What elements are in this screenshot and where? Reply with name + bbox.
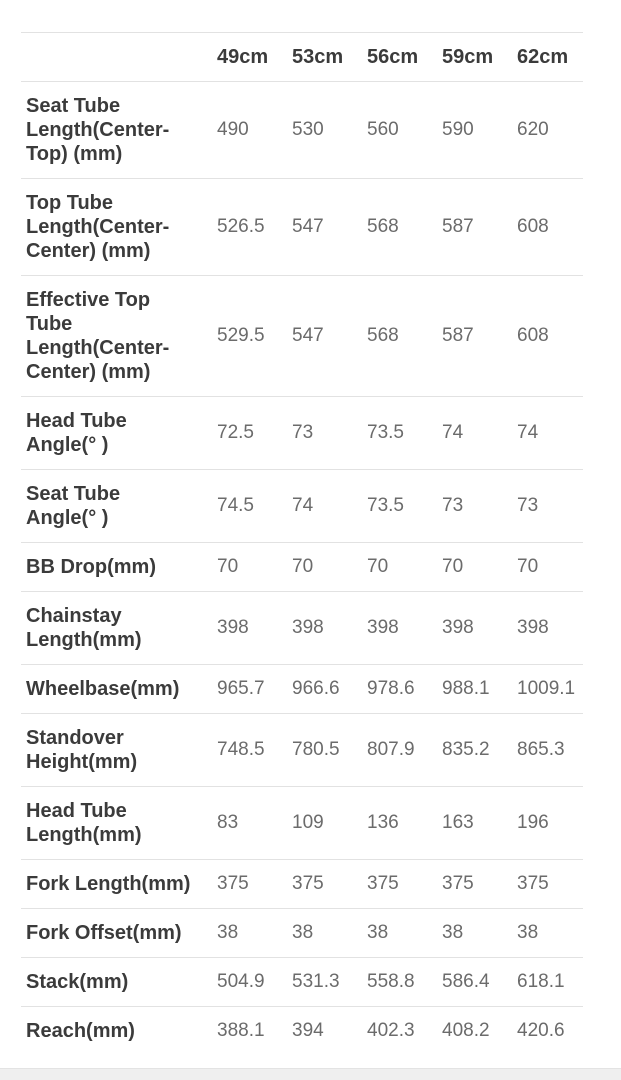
spec-row-label: Seat Tube Angle(° ) [26,483,121,529]
spec-row-label: Head Tube Length(mm) [26,800,142,846]
spec-value-cell: 608 [517,216,549,237]
table-row [21,958,583,1007]
table-row [21,470,583,543]
spec-value-cell: 620 [517,119,549,140]
spec-value-cell: 70 [442,556,464,577]
header-corner-cell [21,33,217,82]
spec-row-label: Head Tube Angle(° ) [26,410,127,456]
spec-value-cell: 398 [367,617,399,638]
spec-value-cell: 504.9 [217,971,265,992]
size-column-header: 49cm [217,46,269,68]
bottom-bar [0,1068,621,1080]
spec-value-cell: 136 [367,812,399,833]
spec-value-cell: 38 [292,922,314,943]
spec-value-cell: 73 [292,422,314,443]
spec-value-cell: 978.6 [367,678,415,699]
spec-value-cell: 558.8 [367,971,415,992]
spec-value-cell: 748.5 [217,739,265,760]
spec-row-label: BB Drop(mm) [26,556,156,578]
spec-value-cell: 70 [367,556,389,577]
spec-value-cell: 70 [292,556,314,577]
spec-value-cell: 780.5 [292,739,340,760]
table-row [21,276,583,397]
spec-value-cell: 388.1 [217,1020,265,1041]
spec-value-cell: 398 [292,617,324,638]
spec-row-label: Chainstay Length(mm) [26,605,142,651]
geometry-table-wrap [21,32,583,1055]
geometry-table-header [21,33,583,82]
spec-value-cell: 408.2 [442,1020,490,1041]
spec-value-cell: 398 [217,617,249,638]
spec-row-label: Effective Top Tube Length(Center-Center) (mm) [26,289,170,383]
spec-value-cell: 618.1 [517,971,565,992]
table-row [21,397,583,470]
spec-value-cell: 73.5 [367,495,404,516]
table-row [21,787,583,860]
spec-value-cell: 865.3 [517,739,565,760]
spec-value-cell: 547 [292,325,324,346]
spec-value-cell: 74 [292,495,314,516]
spec-value-cell: 587 [442,325,474,346]
spec-value-cell: 109 [292,812,324,833]
spec-row-label: Stack(mm) [26,971,129,993]
size-column-header: 56cm [367,46,419,68]
spec-value-cell: 835.2 [442,739,490,760]
table-row [21,909,583,958]
spec-value-cell: 38 [217,922,239,943]
spec-value-cell: 590 [442,119,474,140]
table-row [21,592,583,665]
spec-value-cell: 966.6 [292,678,340,699]
size-column-header: 62cm [517,46,569,68]
spec-value-cell: 568 [367,216,399,237]
geometry-table [21,32,583,1055]
spec-value-cell: 1009.1 [517,678,576,699]
spec-value-cell: 38 [517,922,539,943]
spec-row-label: Top Tube Length(Center-Center) (mm) [26,192,170,262]
spec-value-cell: 526.5 [217,216,265,237]
spec-value-cell: 70 [517,556,539,577]
spec-value-cell: 988.1 [442,678,490,699]
table-row [21,714,583,787]
spec-value-cell: 375 [442,873,474,894]
spec-value-cell: 531.3 [292,971,340,992]
table-row [21,860,583,909]
spec-value-cell: 74 [517,422,539,443]
table-row [21,82,583,179]
spec-value-cell: 73 [517,495,539,516]
geometry-table-body [21,82,583,1056]
spec-value-cell: 73.5 [367,422,404,443]
spec-value-cell: 490 [217,119,249,140]
spec-value-cell: 402.3 [367,1020,415,1041]
spec-value-cell: 586.4 [442,971,490,992]
spec-row-label: Standover Height(mm) [26,727,138,773]
spec-value-cell: 965.7 [217,678,265,699]
size-column-header: 53cm [292,46,344,68]
spec-value-cell: 807.9 [367,739,415,760]
spec-value-cell: 530 [292,119,324,140]
spec-value-cell: 394 [292,1020,324,1041]
spec-value-cell: 74 [442,422,464,443]
spec-value-cell: 74.5 [217,495,254,516]
spec-value-cell: 70 [217,556,239,577]
spec-value-cell: 608 [517,325,549,346]
table-row [21,543,583,592]
spec-row-label: Wheelbase(mm) [26,678,180,700]
spec-value-cell: 196 [517,812,549,833]
spec-value-cell: 38 [442,922,464,943]
spec-value-cell: 72.5 [217,422,254,443]
spec-row-label: Fork Length(mm) [26,873,191,895]
table-row [21,1007,583,1056]
spec-value-cell: 375 [217,873,249,894]
spec-row-label: Reach(mm) [26,1020,135,1042]
spec-value-cell: 560 [367,119,399,140]
spec-value-cell: 398 [517,617,549,638]
table-row [21,665,583,714]
size-header-row [21,33,583,82]
spec-value-cell: 375 [292,873,324,894]
table-row [21,179,583,276]
spec-value-cell: 568 [367,325,399,346]
spec-value-cell: 83 [217,812,239,833]
spec-value-cell: 547 [292,216,324,237]
spec-value-cell: 163 [442,812,474,833]
size-column-header: 59cm [442,46,494,68]
spec-value-cell: 529.5 [217,325,265,346]
spec-row-label: Fork Offset(mm) [26,922,182,944]
spec-value-cell: 587 [442,216,474,237]
spec-row-label: Seat Tube Length(Center-Top) (mm) [26,95,170,165]
spec-value-cell: 398 [442,617,474,638]
spec-value-cell: 420.6 [517,1020,565,1041]
spec-value-cell: 375 [517,873,549,894]
spec-value-cell: 73 [442,495,464,516]
spec-value-cell: 38 [367,922,389,943]
spec-value-cell: 375 [367,873,399,894]
